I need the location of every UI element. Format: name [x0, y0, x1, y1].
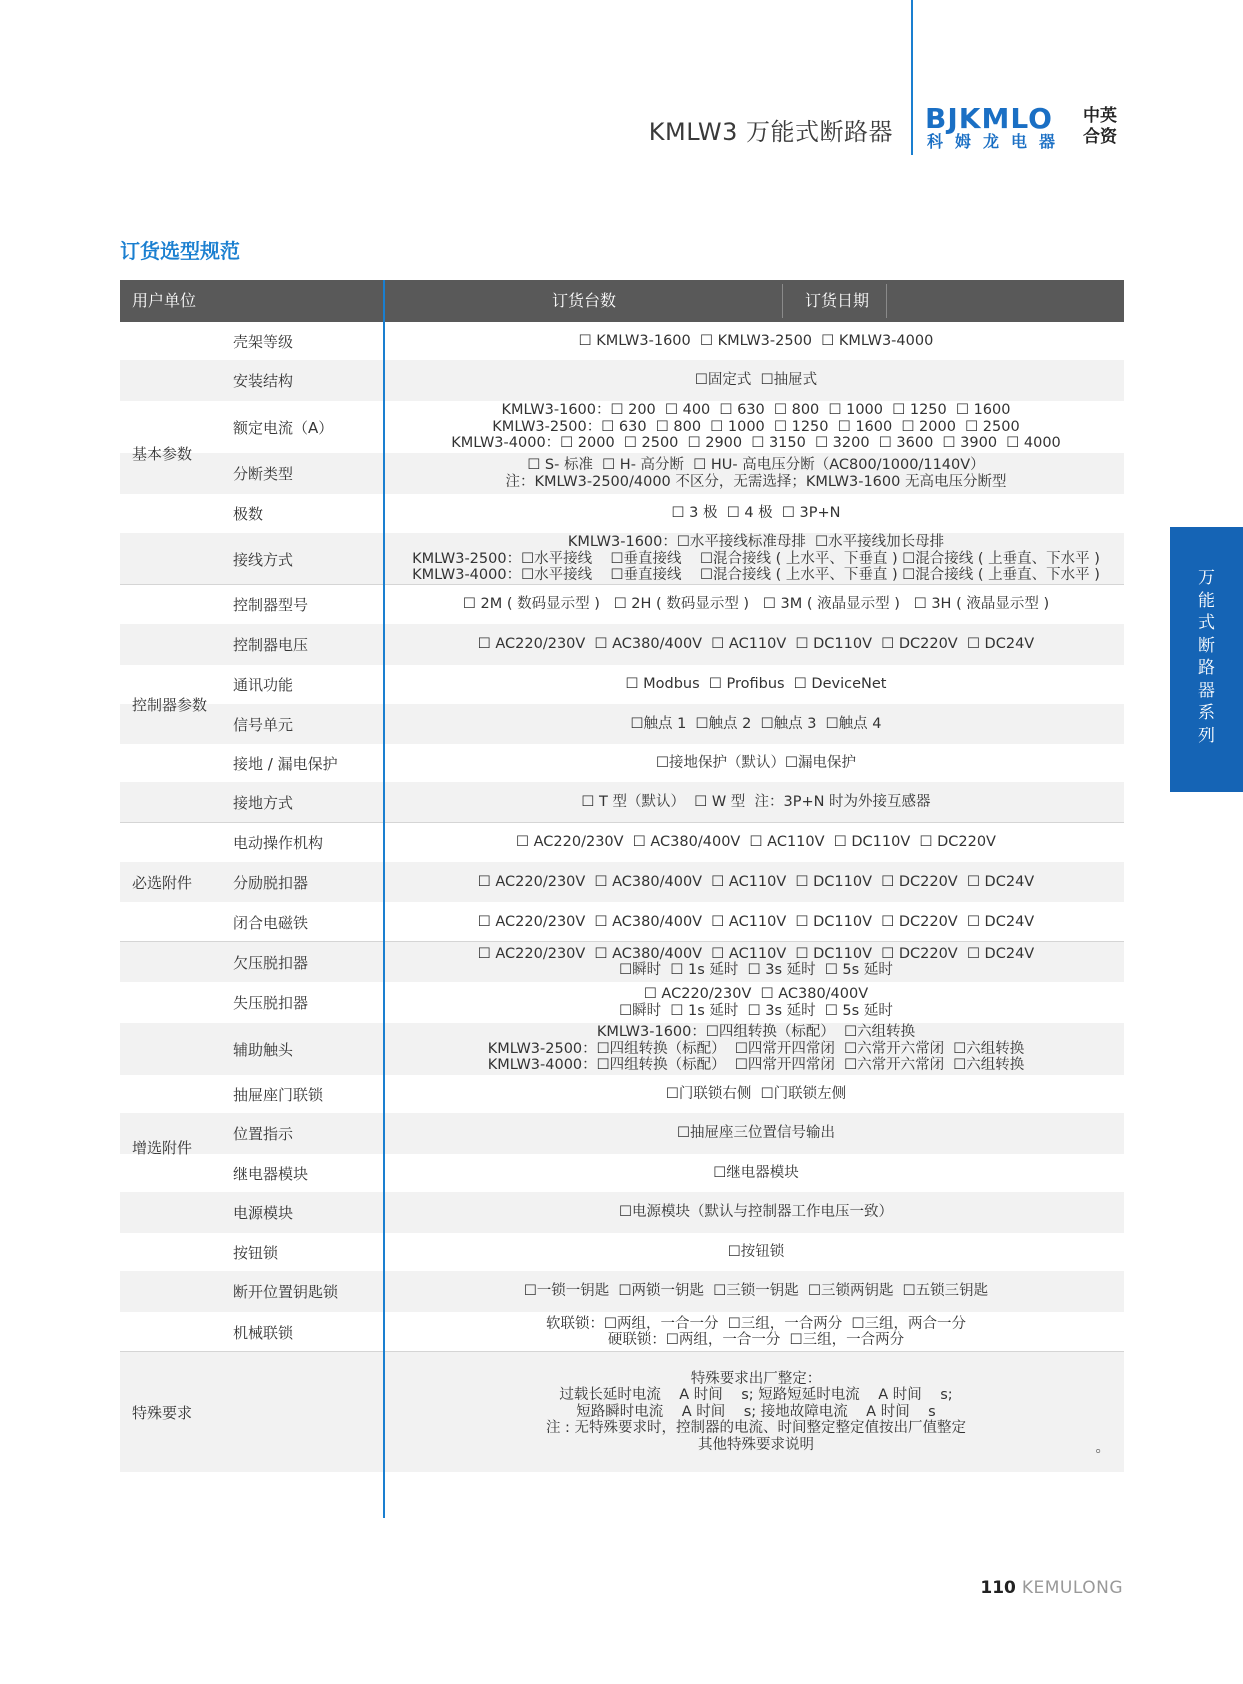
table-row [120, 360, 1124, 401]
table-row [120, 1113, 1124, 1154]
group-label: 特殊要求 [132, 1403, 193, 1422]
row-options [388, 744, 1124, 782]
row-label: 抽屉座门联锁 [233, 1085, 324, 1104]
table-row [120, 1075, 1124, 1113]
row-label: 分断类型 [233, 465, 294, 483]
option-line: ☐ Modbus ☐ Profibus ☐ DeviceNet [625, 676, 887, 693]
group-separator [120, 584, 1124, 585]
row-options [388, 782, 1124, 823]
row-options [388, 1075, 1124, 1113]
order-selection-table [120, 280, 1124, 1518]
group-separator [120, 941, 1124, 942]
row-label: 辅助触头 [233, 1040, 294, 1059]
row-label: 位置指示 [233, 1125, 294, 1143]
option-line: ☐按钮锁 [727, 1243, 785, 1260]
row-label: 控制器电压 [233, 636, 309, 654]
option-line: ☐继电器模块 [713, 1164, 799, 1181]
brand-logo [925, 104, 1135, 156]
row-label: 分励脱扣器 [233, 873, 309, 892]
option-line: ☐门联锁右侧 ☐门联锁左侧 [665, 1085, 847, 1102]
brand-logo-cn: 科姆龙电器 [927, 132, 1068, 151]
option-line: KMLW3-1600：☐ 200 ☐ 400 ☐ 630 ☐ 800 ☐ 1000 ☐ 1250 ☐ 1600 [501, 402, 1011, 419]
row-options [388, 1154, 1124, 1192]
option-line: KMLW3-1600：☐四组转换（标配） ☐六组转换 [596, 1024, 916, 1041]
row-options [388, 1113, 1124, 1154]
option-line: KMLW3-4000：☐水平接线 ☐垂直接线 ☐混合接线 ( 上水平、下垂直 ) ☐混合接线 ( 上垂直、下水平 ) [412, 567, 1100, 584]
row-options [388, 704, 1124, 744]
table-row [120, 982, 1124, 1023]
option-line: 注：KMLW3-2500/4000 不区分，无需选择；KMLW3-1600 无高电压分断型 [505, 473, 1007, 490]
group-label: 基本参数 [132, 445, 193, 463]
option-line: 过载长延时电流 A 时间 s; 短路短延时电流 A 时间 s; [559, 1387, 953, 1404]
group-label: 必选附件 [132, 874, 193, 892]
option-line: ☐ KMLW3-1600 ☐ KMLW3-2500 ☐ KMLW3-4000 [578, 332, 934, 349]
row-options [388, 1233, 1124, 1271]
header-customer: 用户单位 [132, 291, 197, 310]
row-options [388, 1271, 1124, 1312]
option-line: ☐瞬时 ☐ 1s 延时 ☐ 3s 延时 ☐ 5s 延时 [619, 962, 893, 978]
table-row [120, 862, 1124, 902]
row-options [388, 533, 1124, 585]
option-line: ☐ AC220/230V ☐ AC380/400V ☐ AC110V ☐ DC110V ☐ DC220V ☐ DC24V [477, 913, 1035, 930]
row-label: 电动操作机构 [233, 834, 324, 852]
table-row [120, 453, 1124, 494]
row-options [388, 585, 1124, 624]
page-number: 110 [980, 1578, 1016, 1598]
option-line: ☐ T 型（默认） ☐ W 型 注：3P+N 时为外接互感器 [581, 794, 931, 811]
option-line: ☐ S- 标准 ☐ H- 高分断 ☐ HU- 高电压分断（AC800/1000/1140V） [527, 457, 985, 473]
option-line: 其他特殊要求说明 [698, 1436, 814, 1453]
option-line: ☐ AC220/230V ☐ AC380/400V ☐ AC110V ☐ DC110V ☐ DC220V [516, 834, 996, 851]
row-label: 信号单元 [233, 715, 294, 734]
row-options [388, 942, 1124, 982]
row-label: 接线方式 [233, 550, 294, 569]
table-row [120, 1271, 1124, 1312]
footer-brand: KEMULONG [1021, 1578, 1123, 1598]
row-options [388, 1312, 1124, 1352]
option-line: ☐抽屉座三位置信号输出 [677, 1125, 835, 1142]
header-divider [782, 284, 783, 318]
table-row [120, 585, 1124, 624]
group-label: 控制器参数 [132, 695, 208, 714]
option-line: 短路瞬时电流 A 时间 s; 接地故障电流 A 时间 s [576, 1403, 936, 1420]
table-row [120, 322, 1124, 360]
table-row [120, 1352, 1124, 1472]
trailing-mark: 。 [1095, 1439, 1110, 1456]
row-options [388, 1352, 1124, 1472]
page-footer [980, 1578, 1123, 1598]
row-label: 断开位置钥匙锁 [233, 1283, 339, 1301]
group-separator [120, 1351, 1124, 1352]
option-line: 注 : 无特殊要求时，控制器的电流、时间整定整定值按出厂值整定 [545, 1420, 967, 1437]
option-line: 软联锁：☐两组，一合一分 ☐三组，一合两分 ☐三组，两合一分 [546, 1315, 966, 1332]
table-row [120, 902, 1124, 942]
table-row [120, 1154, 1124, 1192]
header-date: 订货日期 [805, 291, 870, 310]
table-row [120, 942, 1124, 982]
row-label: 闭合电磁铁 [233, 913, 309, 932]
option-line: ☐触点 1 ☐触点 2 ☐触点 3 ☐触点 4 [630, 715, 882, 732]
table-row [120, 1192, 1124, 1233]
group-separator [120, 822, 1124, 823]
row-options [388, 982, 1124, 1023]
group-label: 增选附件 [132, 1138, 193, 1157]
table-row [120, 704, 1124, 744]
option-line: ☐接地保护（默认）☐漏电保护 [656, 754, 856, 771]
row-label: 接地 / 漏电保护 [233, 754, 338, 773]
option-line: ☐ AC220/230V ☐ AC380/400V ☐ AC110V ☐ DC110V ☐ DC220V ☐ DC24V [477, 873, 1035, 890]
row-label: 按钮锁 [233, 1243, 279, 1262]
section-title: 订货选型规范 [120, 239, 240, 263]
table-row [120, 533, 1124, 585]
row-options [388, 322, 1124, 360]
option-line: ☐ 3 极 ☐ 4 极 ☐ 3P+N [671, 505, 841, 522]
option-line: KMLW3-4000：☐四组转换（标配） ☐四常开四常闭 ☐六常开六常闭 ☐六组转换 [487, 1057, 1025, 1074]
side-tab-label: 万 能 式 断 路 器 系 列 [1198, 568, 1215, 746]
row-options [388, 902, 1124, 942]
table-row [120, 1233, 1124, 1271]
row-label: 欠压脱扣器 [233, 953, 309, 972]
header-accent-line [911, 0, 913, 155]
table-row [120, 1312, 1124, 1352]
option-line: ☐ AC220/230V ☐ AC380/400V ☐ AC110V ☐ DC110V ☐ DC220V ☐ DC24V [477, 945, 1035, 962]
option-line: ☐ 2M ( 数码显示型 ) ☐ 2H ( 数码显示型 ) ☐ 3M ( 液晶显示型 ) ☐ 3H ( 液晶显示型 ) [462, 596, 1050, 613]
row-label: 通讯功能 [233, 676, 294, 694]
row-label: 壳架等级 [233, 332, 294, 351]
option-line: KMLW3-1600：☐水平接线标准母排 ☐水平接线加长母排 [567, 534, 945, 551]
option-line: KMLW3-4000：☐ 2000 ☐ 2500 ☐ 2900 ☐ 3150 ☐ 3200 ☐ 3600 ☐ 3900 ☐ 4000 [451, 435, 1061, 452]
row-label: 安装结构 [233, 372, 294, 390]
table-row [120, 665, 1124, 704]
row-label: 控制器型号 [233, 596, 309, 614]
row-options [388, 453, 1124, 494]
document-title: KMLW3 万能式断路器 [648, 118, 893, 146]
row-options [388, 665, 1124, 704]
row-label: 接地方式 [233, 794, 294, 812]
option-line: ☐ AC220/230V ☐ AC380/400V [643, 986, 869, 1002]
table-header [120, 280, 1124, 322]
brand-joint-venture: 中英合资 [1083, 106, 1117, 147]
row-label: 失压脱扣器 [233, 994, 309, 1012]
row-label: 电源模块 [233, 1204, 294, 1222]
row-options [388, 1192, 1124, 1233]
row-label: 继电器模块 [233, 1164, 309, 1183]
brand-logo-en: BJKMLO [925, 102, 1053, 135]
table-row [120, 823, 1124, 862]
table-row [120, 624, 1124, 665]
row-options [388, 401, 1124, 453]
option-line: ☐电源模块（默认与控制器工作电压一致） [619, 1204, 893, 1221]
row-options [388, 1023, 1124, 1075]
side-tab [1170, 527, 1243, 792]
row-label: 额定电流（A） [233, 418, 334, 437]
option-line: ☐一锁一钥匙 ☐两锁一钥匙 ☐三锁一钥匙 ☐三锁两钥匙 ☐五锁三钥匙 [523, 1283, 989, 1300]
table-row [120, 782, 1124, 823]
row-options [388, 360, 1124, 401]
option-line: KMLW3-2500：☐水平接线 ☐垂直接线 ☐混合接线 ( 上水平、下垂直 ) ☐混合接线 ( 上垂直、下水平 ) [412, 550, 1100, 567]
table-row [120, 401, 1124, 453]
option-line: ☐瞬时 ☐ 1s 延时 ☐ 3s 延时 ☐ 5s 延时 [619, 1002, 893, 1019]
row-options [388, 823, 1124, 862]
row-options [388, 494, 1124, 533]
option-line: KMLW3-2500：☐四组转换（标配） ☐四常开四常闭 ☐六常开六常闭 ☐六组转换 [487, 1040, 1025, 1057]
option-line: ☐ AC220/230V ☐ AC380/400V ☐ AC110V ☐ DC110V ☐ DC220V ☐ DC24V [477, 636, 1035, 653]
column-divider [383, 280, 385, 1518]
row-label: 机械联锁 [233, 1323, 294, 1342]
table-row [120, 1023, 1124, 1075]
header-divider [886, 284, 887, 318]
row-options [388, 624, 1124, 665]
option-line: ☐固定式 ☐抽屉式 [694, 372, 818, 389]
table-row [120, 494, 1124, 533]
table-row [120, 744, 1124, 782]
option-line: 硬联锁：☐两组，一合一分 ☐三组，一合两分 [607, 1332, 905, 1348]
row-options [388, 862, 1124, 902]
option-line: KMLW3-2500：☐ 630 ☐ 800 ☐ 1000 ☐ 1250 ☐ 1600 ☐ 2000 ☐ 2500 [492, 418, 1020, 435]
row-label: 极数 [233, 505, 264, 523]
option-line: 特殊要求出厂整定： [690, 1370, 822, 1387]
header-quantity: 订货台数 [552, 291, 617, 310]
